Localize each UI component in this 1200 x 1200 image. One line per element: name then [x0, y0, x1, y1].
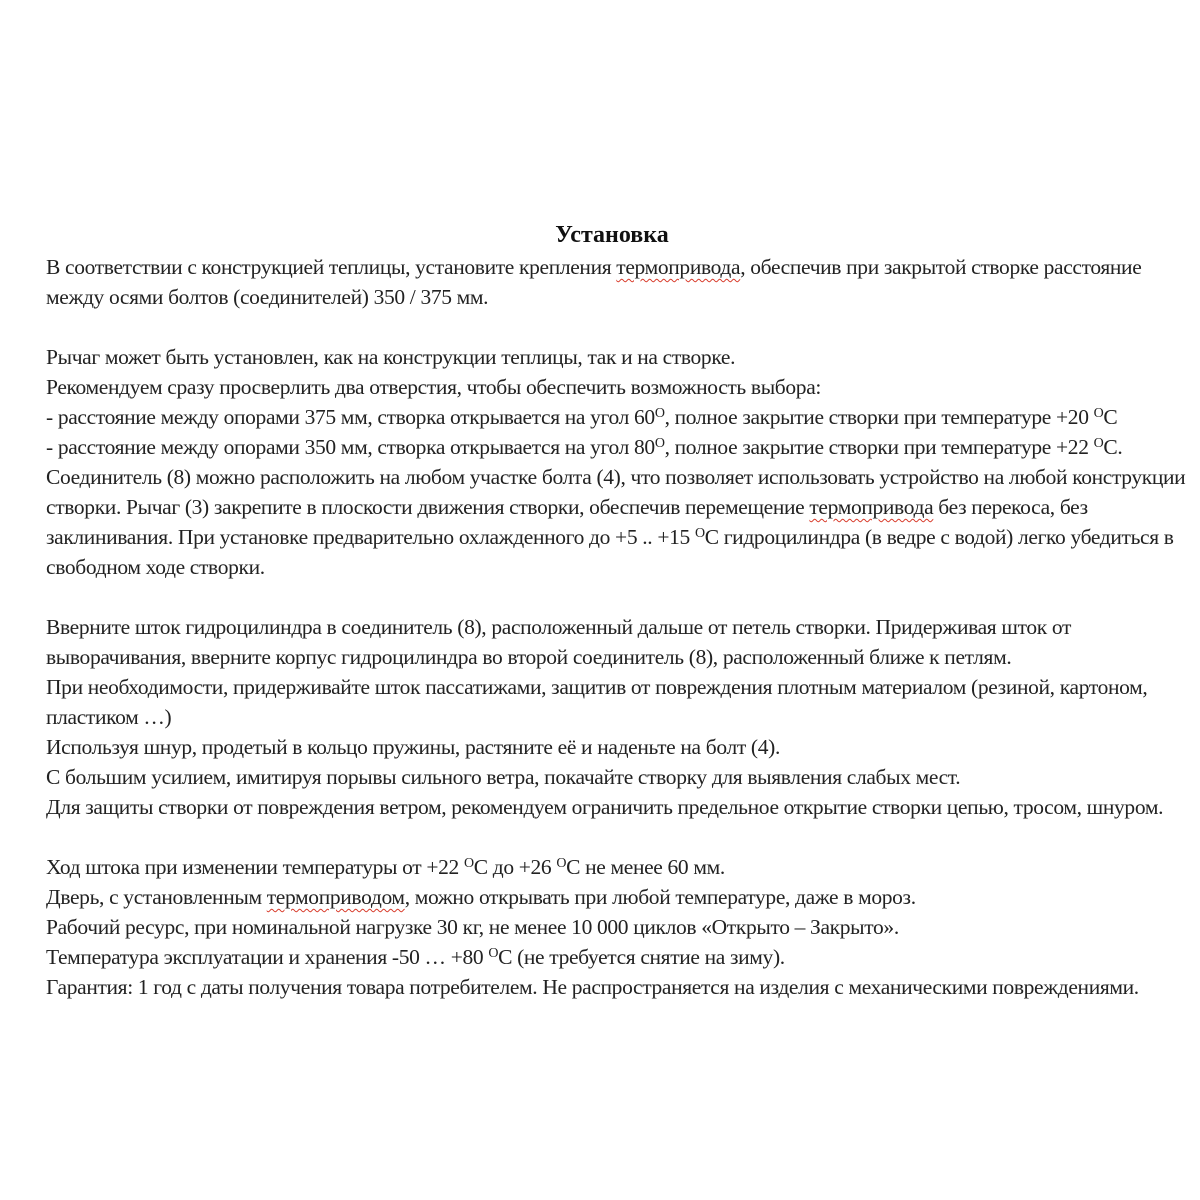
paragraph-line: [46, 942, 1186, 972]
paragraph-line: [46, 852, 1186, 882]
paragraph-line: [46, 642, 1186, 672]
paragraph-line: [46, 252, 1186, 282]
degree-superscript: О: [654, 406, 665, 421]
paragraph-line: [46, 462, 1186, 492]
text-run: Соединитель (8) можно расположить на любом участке болта (4), что позволяет использовать устройство на любой конструкции: [46, 465, 1186, 489]
text-run: Ход штока при изменении температуры от +22: [46, 855, 464, 879]
text-run: выворачивания, вверните корпус гидроцилиндра во второй соединитель (8), расположенный ближе к петлям.: [46, 645, 1012, 669]
paragraph-line: [46, 612, 1186, 642]
paragraph-line: [46, 672, 1186, 702]
degree-superscript: О: [694, 526, 705, 541]
paragraph-spacer: [46, 312, 1186, 342]
text-run: При необходимости, придерживайте шток пассатижами, защитив от повреждения плотным материалом (резиной, картоном,: [46, 675, 1148, 699]
text-run: С до +26: [473, 855, 557, 879]
page-title: Установка: [555, 222, 669, 248]
text-run: Рекомендуем сразу просверлить два отверстия, чтобы обеспечить возможность выбора:: [46, 375, 822, 399]
paragraph-line: [46, 912, 1186, 942]
text-run: Вверните шток гидроцилиндра в соединитель (8), расположенный дальше от петель створки. Придерживая шток от: [46, 615, 1072, 639]
text-run: между осями болтов (соединителей) 350 / 375 мм.: [46, 285, 489, 309]
text-run: заклинивания. При установке предварительно охлажденного до +5 .. +15: [46, 525, 695, 549]
text-run: Рабочий ресурс, при номинальной нагрузке 30 кг, не менее 10 000 циклов «Открыто – Закрыто».: [46, 915, 899, 939]
degree-superscript: О: [1093, 436, 1104, 451]
document-body: [46, 252, 1186, 1002]
text-run: В соответствии с конструкцией теплицы, установите крепления: [46, 255, 617, 279]
text-run: С (не требуется снятие на зиму).: [498, 945, 785, 969]
text-run: С.: [1103, 435, 1123, 459]
paragraph-line: [46, 522, 1186, 552]
paragraph-line: [46, 762, 1186, 792]
paragraph-line: [46, 702, 1186, 732]
paragraph-line: [46, 402, 1186, 432]
paragraph-line: [46, 792, 1186, 822]
paragraph-line: [46, 342, 1186, 372]
degree-superscript: О: [654, 436, 665, 451]
paragraph-line: [46, 282, 1186, 312]
paragraph-line: [46, 432, 1186, 462]
paragraph-line: [46, 372, 1186, 402]
degree-superscript: О: [556, 856, 567, 871]
paragraph-spacer: [46, 822, 1186, 852]
paragraph-line: [46, 882, 1186, 912]
text-run: , полное закрытие створки при температуре +20: [664, 405, 1094, 429]
text-run: С гидроцилиндра (в ведре с водой) легко убедиться в: [704, 525, 1174, 549]
text-run: Используя шнур, продетый в кольцо пружины, растяните её и наденьте на болт (4).: [46, 735, 780, 759]
misspelled-word: термопривода: [809, 495, 934, 519]
degree-superscript: О: [488, 946, 499, 961]
text-run: створки. Рычаг (3) закрепите в плоскости движения створки, обеспечив перемещение: [46, 495, 810, 519]
paragraph-line: [46, 972, 1186, 1002]
paragraph-line: [46, 732, 1186, 762]
text-run: С не менее 60 мм.: [566, 855, 725, 879]
misspelled-word: термопривода: [616, 255, 741, 279]
text-run: , полное закрытие створки при температуре +22: [664, 435, 1094, 459]
text-run: Для защиты створки от повреждения ветром, рекомендуем ограничить предельное открытие створки цепью, тросом, шнуром.: [46, 795, 1164, 819]
text-run: , обеспечив при закрытой створке расстояние: [740, 255, 1142, 279]
text-run: свободном ходе створки.: [46, 555, 265, 579]
text-run: С: [1103, 405, 1118, 429]
paragraph-line: [46, 552, 1186, 582]
text-run: пластиком …): [46, 705, 172, 729]
text-run: Рычаг может быть установлен, как на конструкции теплицы, так и на створке.: [46, 345, 736, 369]
paragraph-spacer: [46, 582, 1186, 612]
degree-superscript: О: [1093, 406, 1104, 421]
text-run: - расстояние между опорами 350 мм, створка открывается на угол 80: [46, 435, 655, 459]
degree-superscript: О: [463, 856, 474, 871]
text-run: Дверь, с установленным: [46, 885, 267, 909]
text-run: - расстояние между опорами 375 мм, створка открывается на угол 60: [46, 405, 655, 429]
paragraph-line: [46, 492, 1186, 522]
text-run: С большим усилием, имитируя порывы сильного ветра, покачайте створку для выявления слабых мест.: [46, 765, 961, 789]
text-run: без перекоса, без: [933, 495, 1088, 519]
text-run: , можно открывать при любой температуре, даже в мороз.: [404, 885, 916, 909]
misspelled-word: термоприводом: [266, 885, 405, 909]
text-run: Температура эксплуатации и хранения -50 … +80: [46, 945, 489, 969]
text-run: Гарантия: 1 год с даты получения товара потребителем. Не распространяется на изделия с механическими повреждениями.: [46, 975, 1139, 999]
